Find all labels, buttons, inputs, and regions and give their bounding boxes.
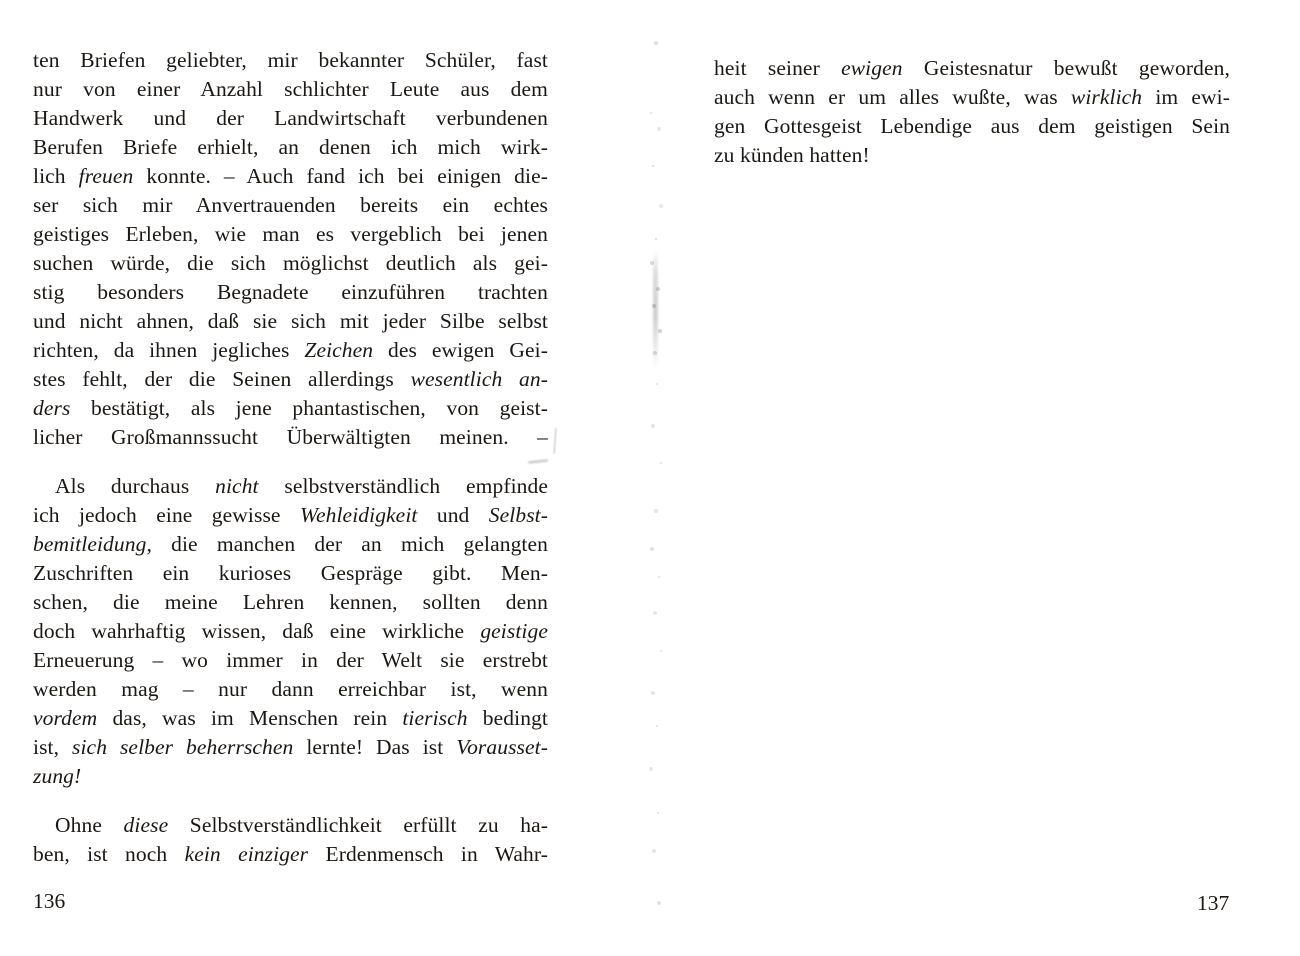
gutter-scan-artifacts <box>0 0 2 2</box>
text-run: werden mag – nur dann erreichbar ist, wenn <box>33 677 548 701</box>
emphasized-text-run: Wehleidigkeit <box>299 503 418 527</box>
text-run: Als durchaus <box>55 474 216 498</box>
text-line <box>33 104 548 133</box>
text-line <box>33 249 548 278</box>
text-line <box>33 530 548 559</box>
text-line <box>33 278 548 307</box>
emphasized-text-run: freuen <box>78 164 134 188</box>
text-run: auch wenn er um alles wußte, was <box>714 85 1071 109</box>
emphasized-text-run: wirklich <box>1070 85 1143 109</box>
text-line <box>33 811 548 840</box>
emphasized-text-run: ders <box>33 396 71 420</box>
emphasized-text-run: bemitleidung <box>33 532 147 556</box>
text-run: konnte. – Auch fand ich bei einigen die- <box>133 164 548 188</box>
text-line <box>33 733 548 762</box>
gutter-scan-streak <box>653 250 658 370</box>
emphasized-text-run: ewigen <box>841 56 903 80</box>
text-line <box>33 133 548 162</box>
scan-smudge <box>553 428 557 454</box>
text-run: ser sich mir Anvertrauenden bereits ein echtes <box>33 193 548 217</box>
text-line <box>33 307 548 336</box>
text-run: Berufen Briefe erhielt, an denen ich mich wirk- <box>33 135 548 159</box>
text-line <box>33 501 548 530</box>
text-run: , die manchen der an mich gelangten <box>146 532 548 556</box>
emphasized-text-run: sich selber beherrschen <box>72 735 294 759</box>
text-run: bedingt <box>467 706 548 730</box>
text-line <box>33 75 548 104</box>
text-run: im ewi- <box>1142 85 1230 109</box>
text-run: Geistesnatur bewußt geworden, <box>902 56 1230 80</box>
left-page-text <box>33 46 548 869</box>
text-line <box>33 162 548 191</box>
emphasized-text-run: diese <box>123 813 169 837</box>
text-line <box>33 588 548 617</box>
text-run: ist, <box>33 735 73 759</box>
text-line <box>714 112 1230 141</box>
text-line <box>33 559 548 588</box>
emphasized-text-run: wesentlich an- <box>410 367 548 391</box>
text-line <box>33 365 548 394</box>
text-run: Handwerk und der Landwirtschaft verbundenen <box>33 106 548 130</box>
paragraph <box>33 811 548 869</box>
text-line <box>714 141 1230 170</box>
text-line <box>33 423 548 452</box>
emphasized-text-run: Vorausset- <box>456 735 548 759</box>
paragraph <box>33 46 548 452</box>
text-line <box>33 191 548 220</box>
text-run: Erneuerung – wo immer in der Welt sie erstrebt <box>33 648 548 672</box>
text-run: lich <box>33 164 79 188</box>
emphasized-text-run: geistige <box>480 619 548 643</box>
text-run: nur von einer Anzahl schlichter Leute aus dem <box>33 77 548 101</box>
text-run: bestätigt, als jene phantastischen, von geist- <box>70 396 548 420</box>
text-line <box>33 762 548 791</box>
emphasized-text-run: Zeichen <box>304 338 374 362</box>
text-run: lernte! Das ist <box>293 735 457 759</box>
text-run: des ewigen Gei- <box>373 338 548 362</box>
text-run: und <box>417 503 489 527</box>
emphasized-text-run: kein einziger <box>184 842 309 866</box>
emphasized-text-run: zung! <box>33 764 82 788</box>
page-number-left: 136 <box>33 889 66 913</box>
text-run: schen, die meine Lehren kennen, sollten denn <box>33 590 548 614</box>
text-run: stes fehlt, der die Seinen allerdings <box>33 367 411 391</box>
text-run: gen Gottesgeist Lebendige aus dem geistigen Sein <box>714 114 1230 138</box>
paragraph <box>33 472 548 791</box>
text-run: Zuschriften ein kurioses Gespräge gibt. Men- <box>33 561 548 585</box>
text-run: selbstverständlich empfinde <box>258 474 549 498</box>
text-line <box>33 472 548 501</box>
emphasized-text-run: Selbst- <box>488 503 548 527</box>
text-line <box>714 54 1230 83</box>
text-run: licher Großmannssucht Überwältigten meinen. – <box>33 425 548 449</box>
text-line <box>33 646 548 675</box>
emphasized-text-run: vordem <box>33 706 98 730</box>
text-line <box>33 704 548 733</box>
text-run: ben, ist noch <box>33 842 185 866</box>
text-line <box>33 675 548 704</box>
text-line <box>714 83 1230 112</box>
text-run: suchen würde, die sich möglichst deutlich als gei- <box>33 251 548 275</box>
paragraph <box>714 54 1230 170</box>
text-run: doch wahrhaftig wissen, daß eine wirkliche <box>33 619 481 643</box>
text-run: ten Briefen geliebter, mir bekannter Schüler, fast <box>33 48 548 72</box>
text-run: Selbstverständlichkeit erfüllt zu ha- <box>168 813 548 837</box>
text-line <box>33 336 548 365</box>
text-line <box>33 46 548 75</box>
text-run: und nicht ahnen, daß sie sich mit jeder Silbe selbst <box>33 309 548 333</box>
text-run: das, was im Menschen rein <box>97 706 403 730</box>
text-run: Ohne <box>55 813 124 837</box>
text-line <box>33 617 548 646</box>
text-run: zu künden hatten! <box>714 143 870 167</box>
text-line <box>33 840 548 869</box>
emphasized-text-run: tierisch <box>402 706 468 730</box>
text-line <box>33 220 548 249</box>
text-run: ich jedoch eine gewisse <box>33 503 300 527</box>
text-run: Erdenmensch in Wahr- <box>308 842 548 866</box>
text-run: geistiges Erleben, wie man es vergeblich bei jenen <box>33 222 548 246</box>
text-run: richten, da ihnen jegliches <box>33 338 305 362</box>
emphasized-text-run: nicht <box>215 474 259 498</box>
text-line <box>33 394 548 423</box>
text-run: stig besonders Begnadete einzuführen trachten <box>33 280 548 304</box>
page-number-right: 137 <box>1197 891 1230 915</box>
right-page-text <box>714 54 1230 170</box>
text-run: heit seiner <box>714 56 842 80</box>
